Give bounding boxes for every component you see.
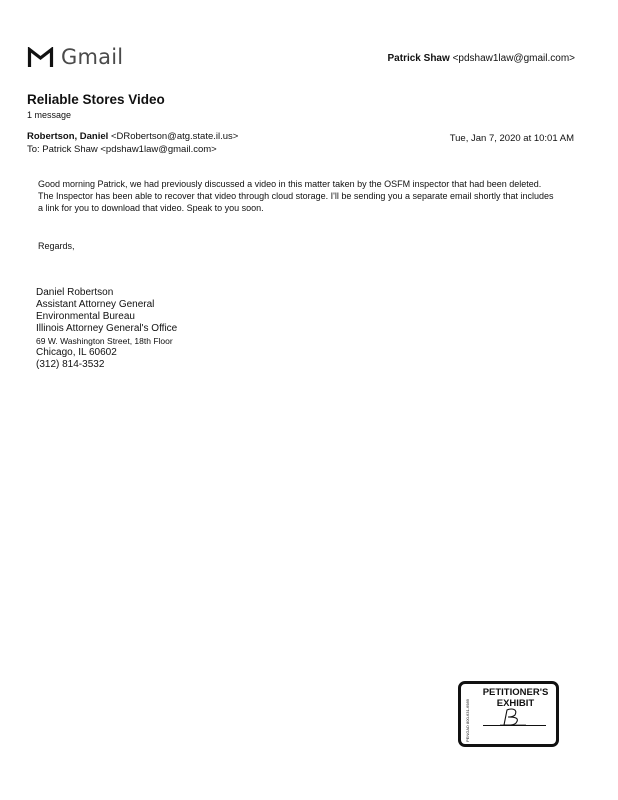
logo-text: Gmail <box>61 45 124 69</box>
account-email: <pdshaw1law@gmail.com> <box>452 53 575 64</box>
signature-phone: (312) 814-3532 <box>36 359 105 370</box>
email-date: Tue, Jan 7, 2020 at 10:01 AM <box>449 133 574 144</box>
gmail-logo <box>27 45 123 69</box>
recipient-line: To: Patrick Shaw <pdshaw1law@gmail.com> <box>27 144 217 155</box>
sender-line <box>27 131 238 142</box>
account-info <box>388 53 575 64</box>
sender-name: Robertson, Daniel <box>27 131 109 142</box>
signature-bureau: Environmental Bureau <box>36 311 135 322</box>
signature-title: Assistant Attorney General <box>36 299 155 310</box>
gmail-m-icon <box>27 47 54 68</box>
stamp-side-text: PENGAD 800-631-6989 <box>465 699 470 742</box>
email-subject: Reliable Stores Video <box>27 92 165 107</box>
stamp-title-line2: EXHIBIT <box>496 698 535 709</box>
exhibit-stamp <box>458 681 559 747</box>
email-body: Good morning Patrick, we had previously discussed a video in this matter taken by the OSFM inspector that had been deleted. The Inspector has been able to recover that video through cloud storage. I'll be sending you a separate email shortly that includes a link for you to download that video. Speak to you soon. <box>38 179 554 213</box>
signature-street: 69 W. Washington Street, 18th Floor <box>36 336 173 346</box>
account-name: Patrick Shaw <box>387 53 450 64</box>
signature-block <box>36 287 177 371</box>
message-count: 1 message <box>27 110 72 120</box>
stamp-handwritten-mark <box>498 707 528 732</box>
stamp-title-line1: PETITIONER'S <box>482 687 549 698</box>
signature-city: Chicago, IL 60602 <box>36 347 117 358</box>
email-closing: Regards, <box>38 241 75 251</box>
stamp-title <box>477 687 554 709</box>
signature-name: Daniel Robertson <box>36 287 114 298</box>
signature-office: Illinois Attorney General's Office <box>36 323 178 334</box>
sender-email: <DRobertson@atg.state.il.us> <box>110 131 239 142</box>
